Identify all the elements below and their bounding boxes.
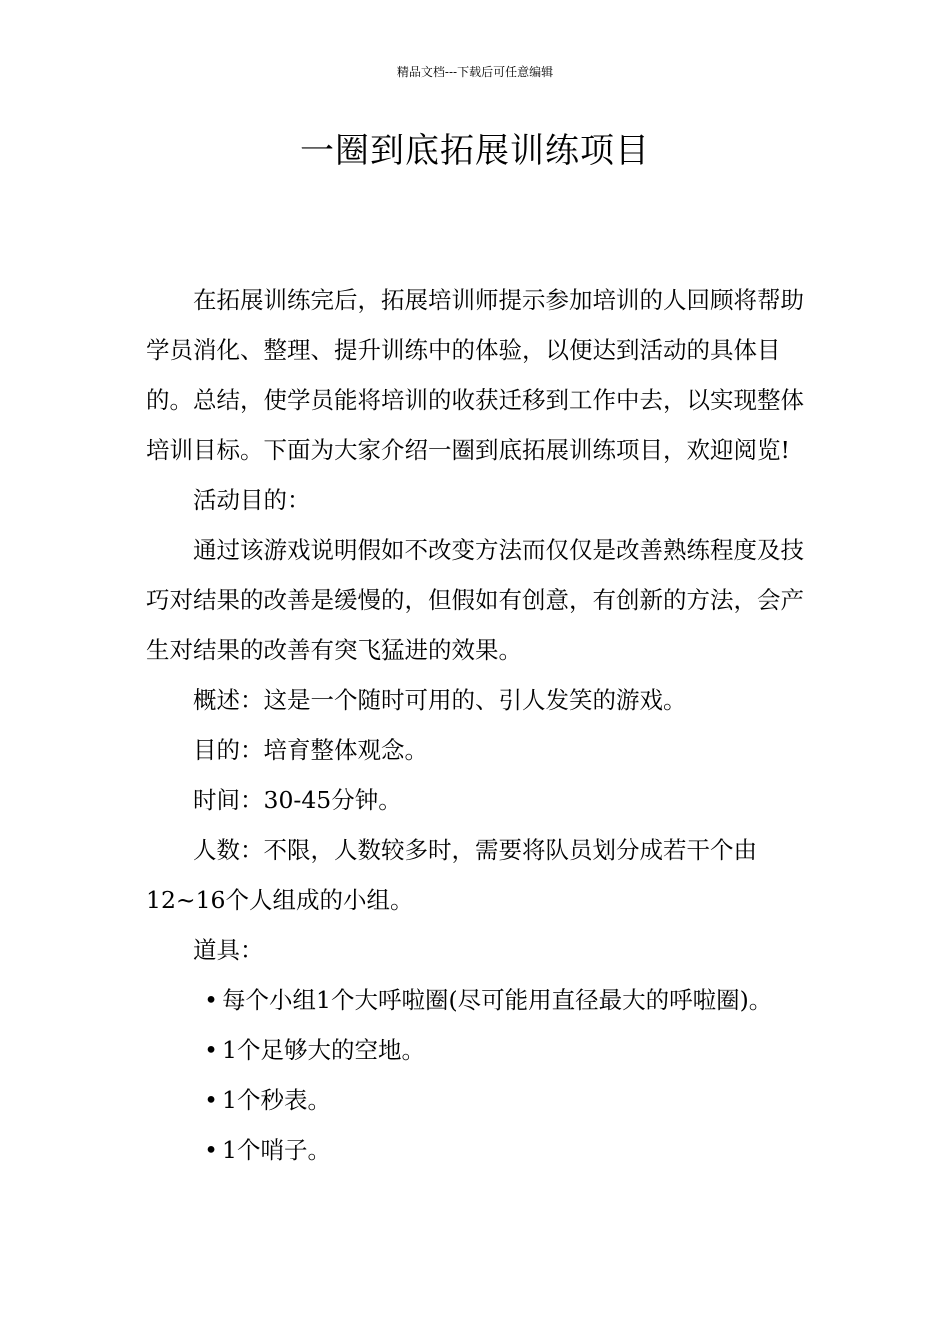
prop-item-text: 1个秒表。 xyxy=(222,1086,331,1114)
document-body xyxy=(146,275,816,1175)
purpose-heading: 活动目的： xyxy=(193,486,311,514)
document-title: 一圈到底拓展训练项目 xyxy=(300,131,650,171)
bullet-icon: • xyxy=(204,1086,218,1114)
prop-item xyxy=(146,975,816,1025)
prop-item xyxy=(146,1125,816,1175)
prop-item-text: 1个哨子。 xyxy=(222,1136,331,1164)
prop-item-text: 每个小组1个大呼啦圈(尽可能用直径最大的呼啦圈)。 xyxy=(222,986,773,1014)
page-header: 精品文档---下载后可任意编辑 xyxy=(396,65,554,79)
goal-line: 目的：培育整体观念。 xyxy=(193,736,428,764)
time-line: 时间：30-45分钟。 xyxy=(193,786,402,814)
bullet-icon: • xyxy=(204,1136,218,1164)
people-paragraph: 人数：不限，人数较多时，需要将队员划分成若干个由12~16个人组成的小组。 xyxy=(146,836,757,914)
bullet-icon: • xyxy=(204,986,218,1014)
prop-item-text: 1个足够大的空地。 xyxy=(222,1036,425,1064)
bullet-icon: • xyxy=(204,1036,218,1064)
overview-line: 概述：这是一个随时可用的、引人发笑的游戏。 xyxy=(193,686,687,714)
intro-paragraph: 在拓展训练完后，拓展培训师提示参加培训的人回顾将帮助学员消化、整理、提升训练中的体验，以便达到活动的具体目的。总结，使学员能将培训的收获迁移到工作中去，以实现整体培训目标。下面为大家介绍一圈到底拓展训练项目，欢迎阅览! xyxy=(146,286,804,464)
purpose-paragraph: 通过该游戏说明假如不改变方法而仅仅是改善熟练程度及技巧对结果的改善是缓慢的，但假如有创意，有创新的方法，会产生对结果的改善有突飞猛进的效果。 xyxy=(146,536,804,664)
prop-item xyxy=(146,1025,816,1075)
props-heading: 道具： xyxy=(193,936,264,964)
prop-item xyxy=(146,1075,816,1125)
